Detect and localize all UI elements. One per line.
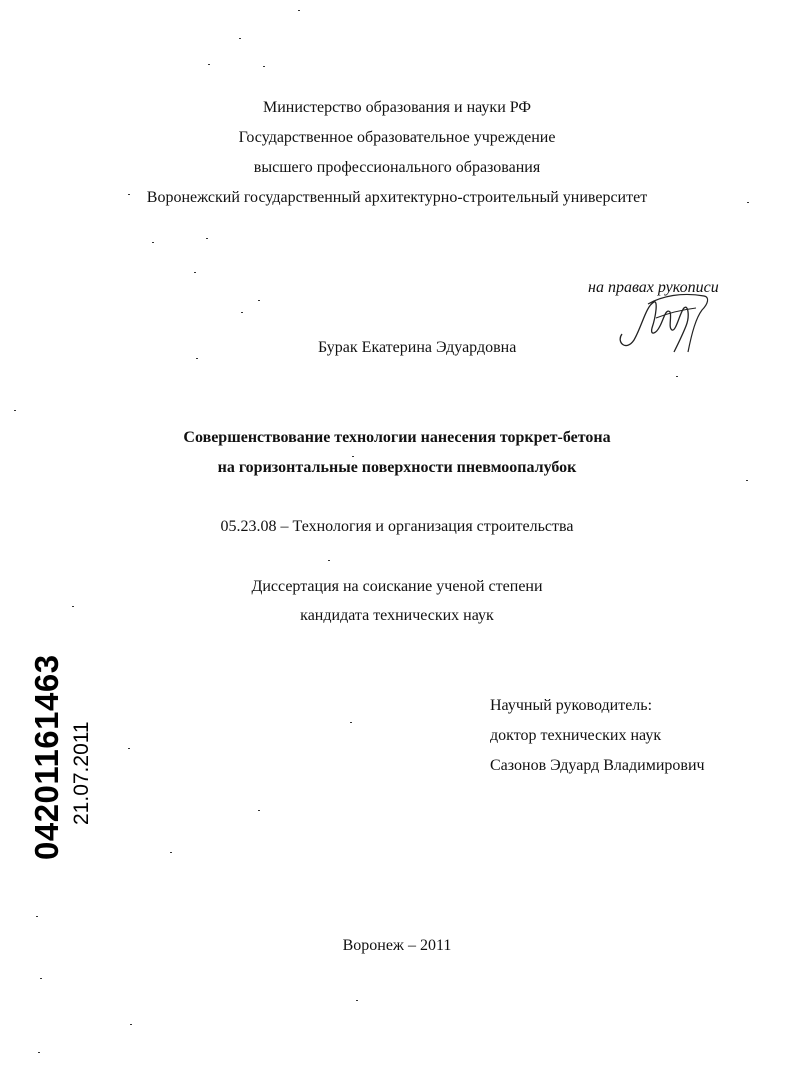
city-year: Воронеж – 2011: [342, 937, 452, 954]
scan-speck: [40, 978, 42, 979]
scan-speck: [72, 606, 74, 607]
scan-speck: [298, 10, 300, 11]
education-level-line: высшего профессионального образования: [253, 159, 541, 176]
degree-line-1: Диссертация на соискание ученой степени: [251, 578, 543, 595]
scan-speck: [263, 66, 265, 67]
scan-speck: [152, 242, 154, 243]
advisor-label: Научный руководитель:: [490, 697, 653, 714]
degree-line-2: кандидата технических наук: [300, 607, 494, 624]
scan-speck: [128, 748, 130, 749]
ministry-line: Министерство образования и науки РФ: [262, 99, 532, 116]
scan-speck: [194, 272, 196, 273]
author-name: Бурак Екатерина Эдуардовна: [318, 339, 517, 356]
signature-icon: [612, 282, 722, 357]
university-line: Воронежский государственный архитектурно-строительный университет: [146, 189, 648, 206]
scan-speck: [36, 916, 38, 917]
scan-speck: [258, 300, 260, 301]
scan-speck: [352, 456, 354, 457]
advisor-name: Сазонов Эдуард Владимирович: [490, 757, 705, 774]
scan-speck: [14, 410, 16, 411]
scan-speck: [208, 64, 210, 65]
scan-speck: [38, 1052, 40, 1053]
library-date-stamp: 21.07.2011: [70, 721, 93, 825]
title-line-2: на горизонтальные поверхности пневмоопалубок: [217, 459, 577, 476]
scan-speck: [130, 1024, 132, 1025]
scan-speck: [350, 722, 352, 723]
scan-speck: [239, 38, 241, 39]
scan-speck: [241, 312, 243, 313]
scan-speck: [196, 358, 198, 359]
scan-speck: [328, 560, 330, 561]
institution-type-line: Государственное образовательное учреждение: [238, 129, 556, 146]
specialty-line: 05.23.08 – Технология и организация строительства: [220, 518, 574, 535]
manuscript-note: на правах рукописи: [588, 279, 719, 296]
scan-speck: [128, 194, 130, 195]
library-code-stamp: 04201161463: [28, 654, 65, 860]
advisor-degree: доктор технических наук: [490, 727, 662, 744]
scan-speck: [747, 202, 749, 203]
title-line-1: Совершенствование технологии нанесения торкрет-бетона: [183, 429, 611, 446]
scan-speck: [206, 238, 208, 239]
scan-speck: [356, 1000, 358, 1001]
scan-speck: [170, 852, 172, 853]
scan-speck: [676, 376, 678, 377]
scan-speck: [746, 480, 748, 481]
scan-speck: [258, 810, 260, 811]
